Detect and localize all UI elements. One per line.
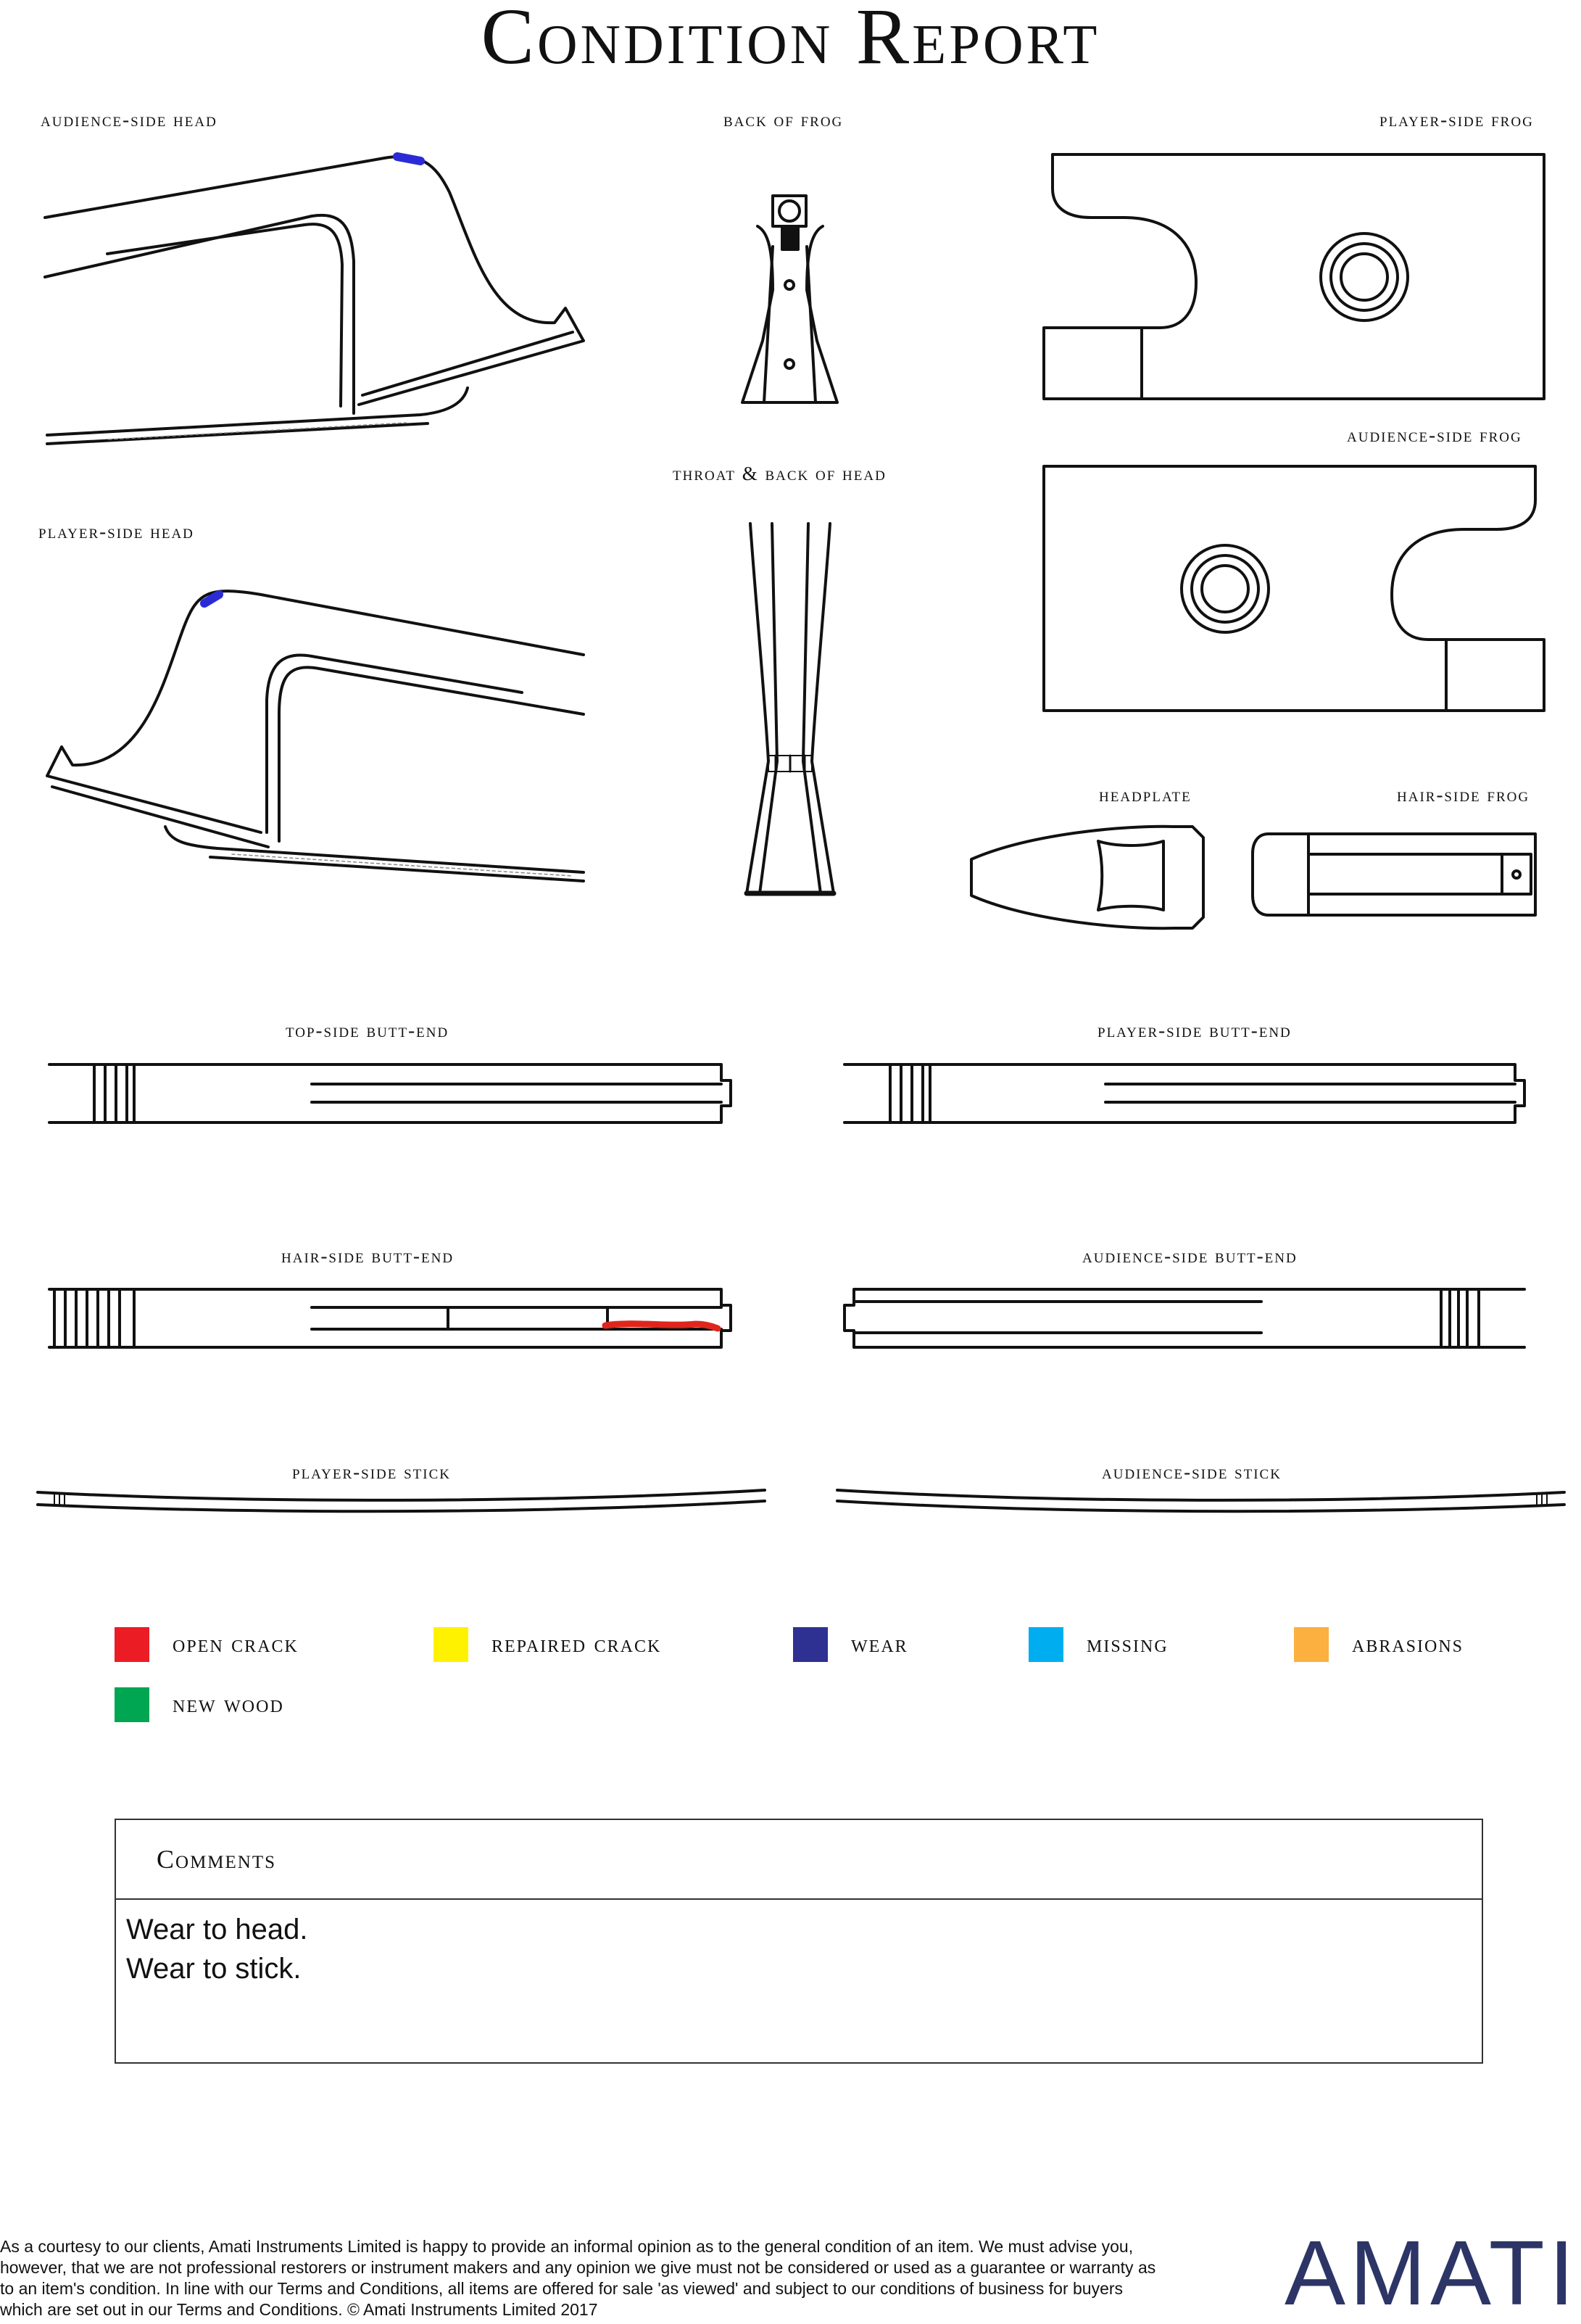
player-side-head-diagram xyxy=(47,591,584,881)
player-side-stick-diagram xyxy=(38,1490,765,1511)
legend-swatch-repaired-crack xyxy=(433,1627,468,1662)
label-hair-side-butt-end: hair-side butt-end xyxy=(281,1245,455,1267)
legend-swatch-wear xyxy=(793,1627,828,1662)
label-back-of-frog: back of frog xyxy=(723,109,844,131)
hair-side-butt-end-diagram xyxy=(49,1289,731,1347)
wear-mark-audience-head xyxy=(397,157,420,161)
player-side-frog-diagram xyxy=(1044,154,1544,399)
legend-abrasions: abrasions xyxy=(1294,1627,1464,1662)
top-side-butt-end-diagram xyxy=(49,1064,731,1122)
amati-logo: AMATI xyxy=(1285,2222,1579,2324)
hair-side-frog-diagram xyxy=(1253,834,1535,915)
comment-line: Wear to stick. xyxy=(126,1953,302,1985)
comments-box xyxy=(115,1819,1483,2064)
label-headplate: headplate xyxy=(1099,784,1192,806)
back-of-frog-diagram xyxy=(742,196,837,402)
legend-wear: wear xyxy=(793,1627,908,1662)
throat-back-head-diagram xyxy=(747,524,834,893)
label-audience-side-butt-end: audience-side butt-end xyxy=(1082,1245,1298,1267)
label-player-side-butt-end: player-side butt-end xyxy=(1097,1020,1292,1041)
label-player-side-stick: player-side stick xyxy=(292,1461,452,1483)
label-player-side-frog: player-side frog xyxy=(1379,109,1534,131)
headplate-diagram xyxy=(971,827,1203,928)
player-side-butt-end-diagram xyxy=(845,1064,1524,1122)
legend-new-wood: new wood xyxy=(115,1687,284,1722)
label-audience-side-stick: audience-side stick xyxy=(1102,1461,1282,1483)
legend-swatch-missing xyxy=(1029,1627,1063,1662)
disclaimer-text: As a courtesy to our clients, Amati Instruments Limited is happy to provide an informal opinion as to the general condition of an item. We must advise you, however, that we are not professional restorers or instrument makers and any opinion we give must not be considered or used as a guarantee or warranty as to an item's condition. In line with our Terms and Conditions, all items are offered for sale 'as viewed' and subject to our conditions of business for buyers which are set out in our Terms and Conditions. © Amati Instruments Limited 2017 xyxy=(0,2237,1156,2319)
legend-swatch-abrasions xyxy=(1294,1627,1329,1662)
audience-side-head-diagram xyxy=(45,157,584,444)
legend-swatch-open-crack xyxy=(115,1627,149,1662)
legend-swatch-new-wood xyxy=(115,1687,149,1722)
label-throat-back-head: throat & back of head xyxy=(673,463,887,484)
label-audience-side-frog: audience-side frog xyxy=(1347,424,1522,446)
audience-side-frog-diagram xyxy=(1044,466,1544,711)
comment-line: Wear to head. xyxy=(126,1914,308,1945)
label-audience-side-head: audience-side head xyxy=(41,109,217,131)
legend-missing: missing xyxy=(1029,1627,1169,1662)
legend-repaired-crack: repaired crack xyxy=(433,1627,661,1662)
comments-text[interactable] xyxy=(116,1900,1482,1988)
legend-open-crack: open crack xyxy=(115,1627,299,1662)
label-hair-side-frog: hair-side frog xyxy=(1397,784,1530,806)
comments-heading: Comments xyxy=(116,1820,1482,1900)
label-top-side-butt-end: top-side butt-end xyxy=(286,1020,449,1041)
audience-side-butt-end-diagram xyxy=(845,1289,1524,1347)
page-title: Condition Report xyxy=(481,0,1100,80)
audience-side-stick-diagram xyxy=(837,1490,1564,1511)
label-player-side-head: player-side head xyxy=(38,521,194,542)
